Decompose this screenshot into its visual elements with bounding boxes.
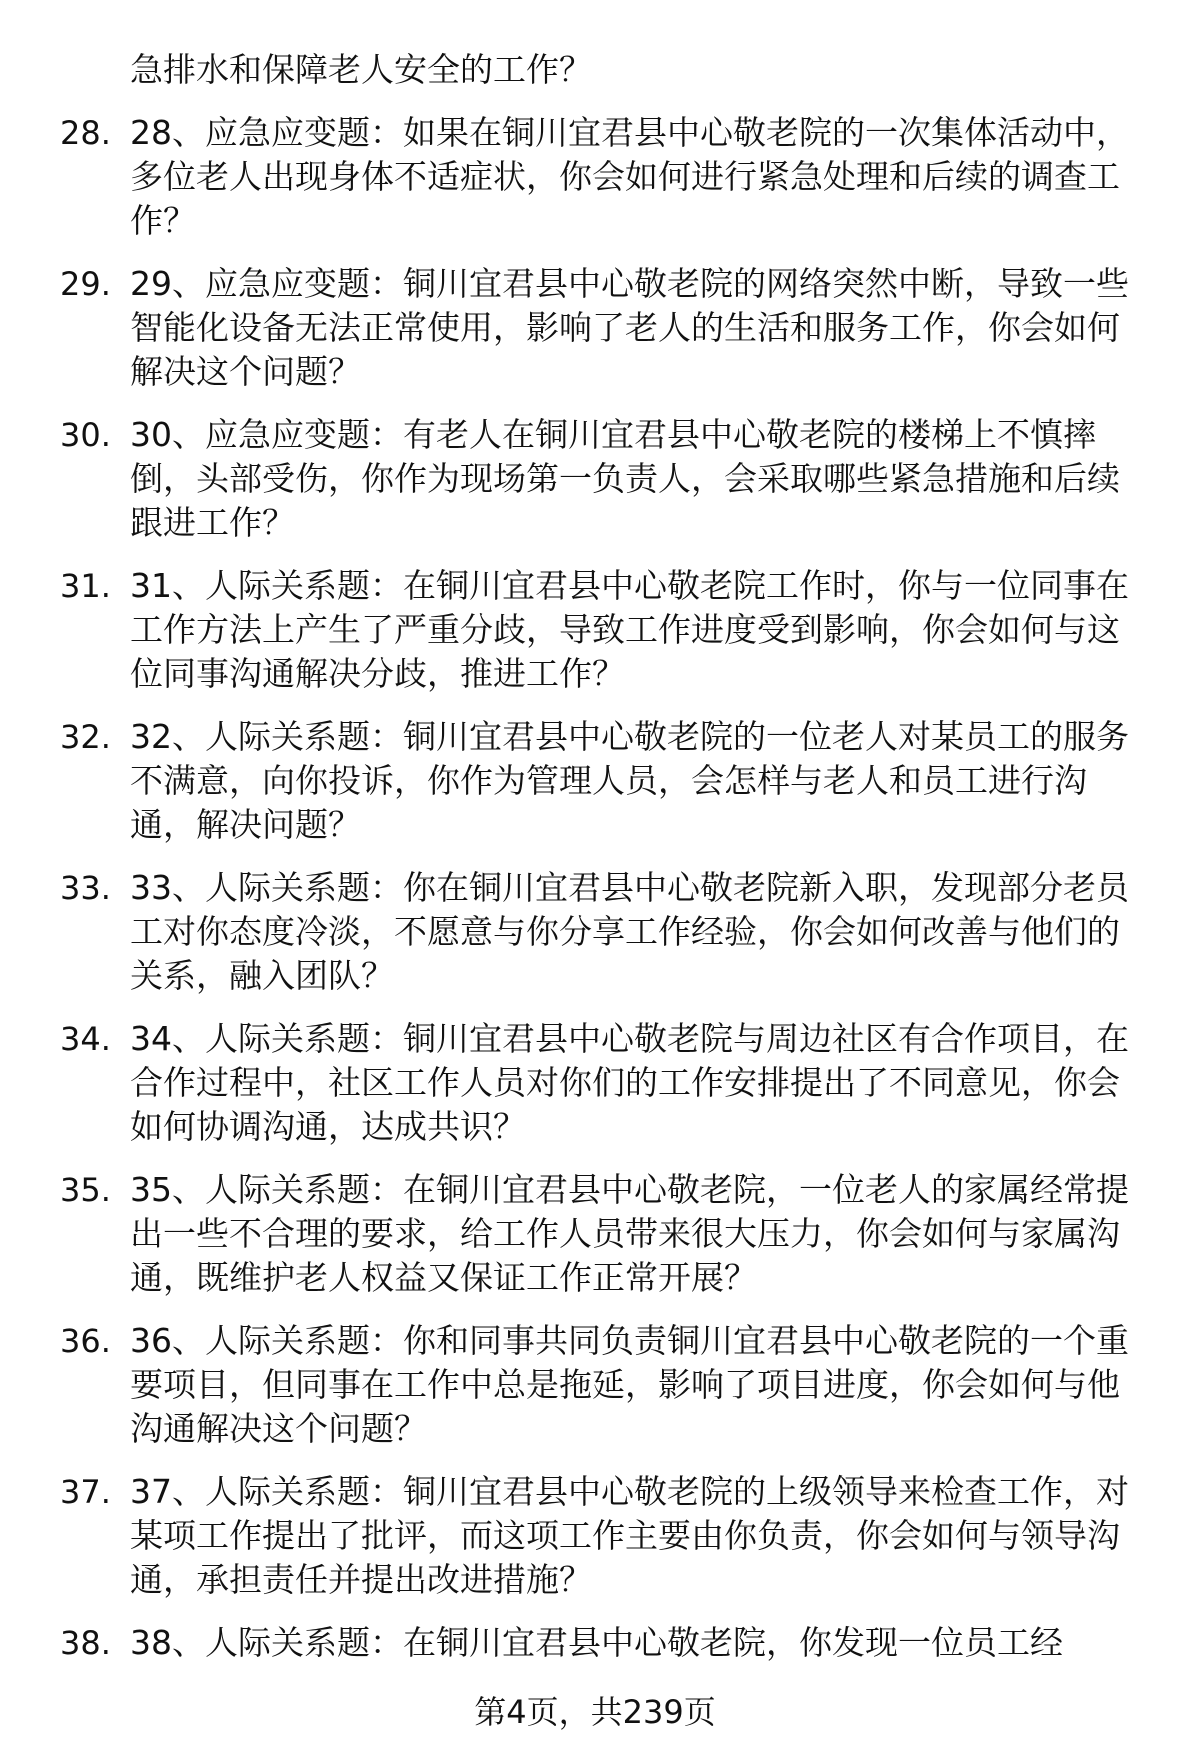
list-item	[60, 1017, 1150, 1149]
continuation-text: 急排水和保障老人安全的工作？	[130, 50, 592, 89]
item-text: 30、应急应变题：有老人在铜川宜君县中心敬老院的楼梯上不慎摔倒，头部受伤，你作为现场第一负责人，会采取哪些紧急措施和后续跟进工作？	[130, 415, 1120, 542]
list-item	[60, 1168, 1150, 1300]
list-item	[60, 413, 1150, 545]
item-number: 34.	[60, 1020, 111, 1058]
item-number: 35.	[60, 1171, 111, 1209]
item-text: 37、人际关系题：铜川宜君县中心敬老院的上级领导来检查工作，对某项工作提出了批评，而这项工作主要由你负责，你会如何与领导沟通，承担责任并提出改进措施？	[130, 1472, 1129, 1599]
list-item	[60, 1319, 1150, 1451]
item-text: 35、人际关系题：在铜川宜君县中心敬老院，一位老人的家属经常提出一些不合理的要求，给工作人员带来很大压力，你会如何与家属沟通，既维护老人权益又保证工作正常开展？	[130, 1170, 1129, 1297]
list-item	[60, 1470, 1150, 1602]
item-text: 31、人际关系题：在铜川宜君县中心敬老院工作时，你与一位同事在工作方法上产生了严重分歧，导致工作进度受到影响，你会如何与这位同事沟通解决分歧，推进工作？	[130, 566, 1129, 693]
list-item	[60, 564, 1150, 696]
item-number: 30.	[60, 416, 111, 454]
item-text: 36、人际关系题：你和同事共同负责铜川宜君县中心敬老院的一个重要项目，但同事在工作中总是拖延，影响了项目进度，你会如何与他沟通解决这个问题？	[130, 1321, 1129, 1448]
page-footer: 第4页，共239页	[474, 1693, 716, 1731]
item-number: 33.	[60, 869, 111, 907]
list-item	[60, 1621, 1150, 1665]
item-text: 29、应急应变题：铜川宜君县中心敬老院的网络突然中断，导致一些智能化设备无法正常使用，影响了老人的生活和服务工作，你会如何解决这个问题？	[130, 264, 1129, 391]
item-number: 38.	[60, 1624, 111, 1662]
list-item	[60, 262, 1150, 394]
list-item	[60, 715, 1150, 847]
item-number: 29.	[60, 265, 111, 303]
list-item	[60, 111, 1150, 243]
item-text: 28、应急应变题：如果在铜川宜君县中心敬老院的一次集体活动中，多位老人出现身体不适症状，你会如何进行紧急处理和后续的调查工作？	[130, 113, 1129, 240]
item-number: 36.	[60, 1322, 111, 1360]
item-number: 32.	[60, 718, 111, 756]
item-text: 34、人际关系题：铜川宜君县中心敬老院与周边社区有合作项目，在合作过程中，社区工作人员对你们的工作安排提出了不同意见，你会如何协调沟通，达成共识？	[130, 1019, 1129, 1146]
item-number: 28.	[60, 114, 111, 152]
item-text: 33、人际关系题：你在铜川宜君县中心敬老院新入职，发现部分老员工对你态度冷淡，不愿意与你分享工作经验，你会如何改善与他们的关系，融入团队？	[130, 868, 1129, 995]
question-list	[60, 48, 1150, 1684]
item-number: 37.	[60, 1473, 111, 1511]
item-number: 31.	[60, 567, 111, 605]
item-text: 32、人际关系题：铜川宜君县中心敬老院的一位老人对某员工的服务不满意，向你投诉，你作为管理人员，会怎样与老人和员工进行沟通，解决问题？	[130, 717, 1129, 844]
list-item	[60, 866, 1150, 998]
item-text: 38、人际关系题：在铜川宜君县中心敬老院，你发现一位员工经	[130, 1623, 1063, 1662]
